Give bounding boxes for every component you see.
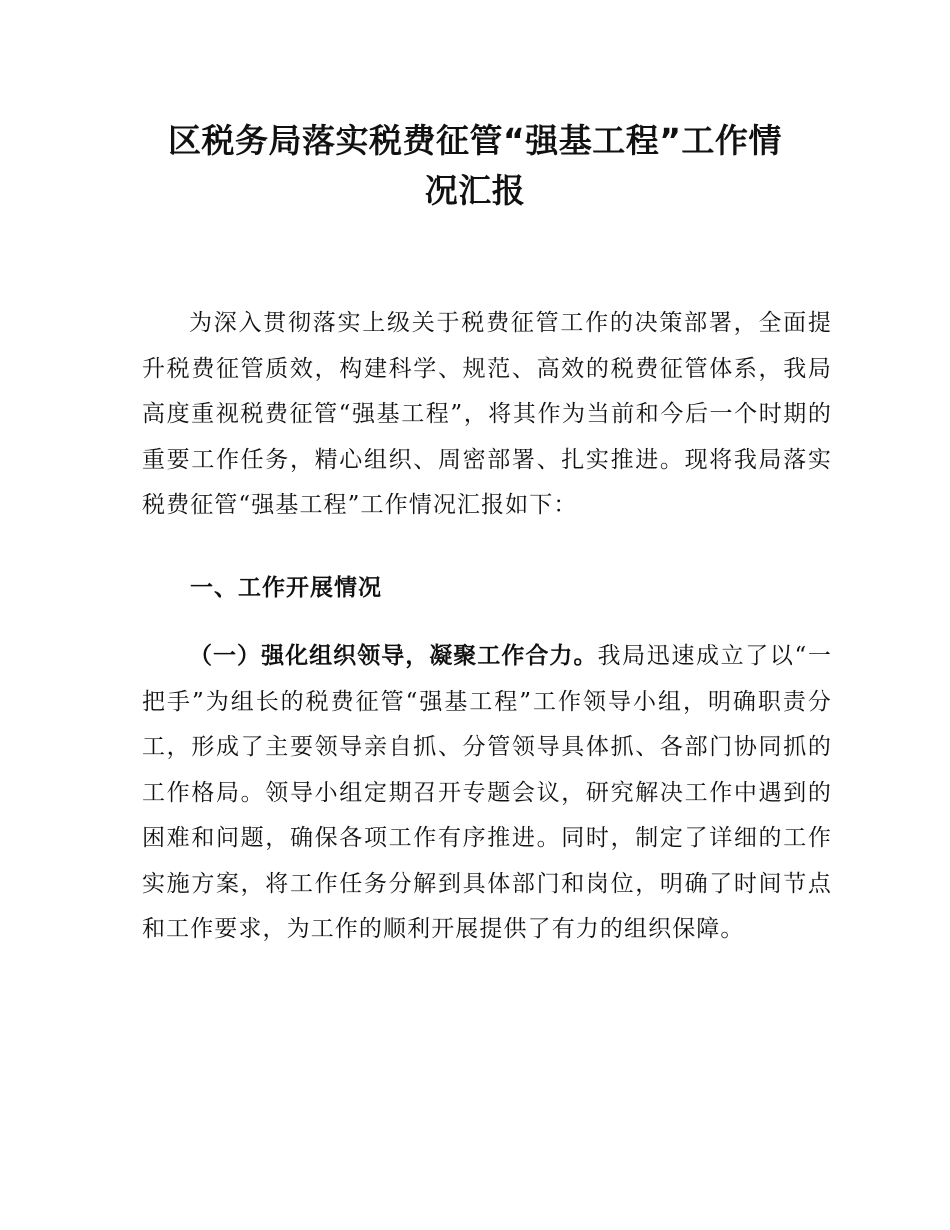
paragraph-lead-heading: （一）强化组织领导，凝聚工作合力。: [189, 643, 598, 669]
document-title-line-1: 区税务局落实税费征管“强基工程”工作情: [168, 121, 782, 160]
paragraph-body-text: 我局迅速成立了以“一把手”为组长的税费征管“强基工程”工作领导小组，明确职责分工，形成了主要领导亲自抓、分管领导具体抓、各部门协同抓的工作格局。领导小组定期召开专题会议，研究解决工作中遇到的困难和问题，确保各项工作有序推进。同时，制定了详细的工作实施方案，将工作任务分解到具体部门和岗位，明确了时间节点和工作要求，为工作的顺利开展提供了有力的组织保障。: [142, 643, 832, 942]
intro-paragraph: 为深入贯彻落实上级关于税费征管工作的决策部署，全面提升税费征管质效，构建科学、规范、高效的税费征管体系，我局高度重视税费征管“强基工程”，将其作为当前和今后一个时期的重要工作任务，精心组织、周密部署、扎实推进。现将我局落实税费征管“强基工程”工作情况汇报如下：: [142, 310, 832, 518]
document-title-line-2: 况汇报: [424, 171, 526, 210]
document-title: [130, 116, 820, 216]
section-paragraph-1: [142, 634, 832, 953]
section-heading: 一、工作开展情况: [190, 575, 382, 601]
